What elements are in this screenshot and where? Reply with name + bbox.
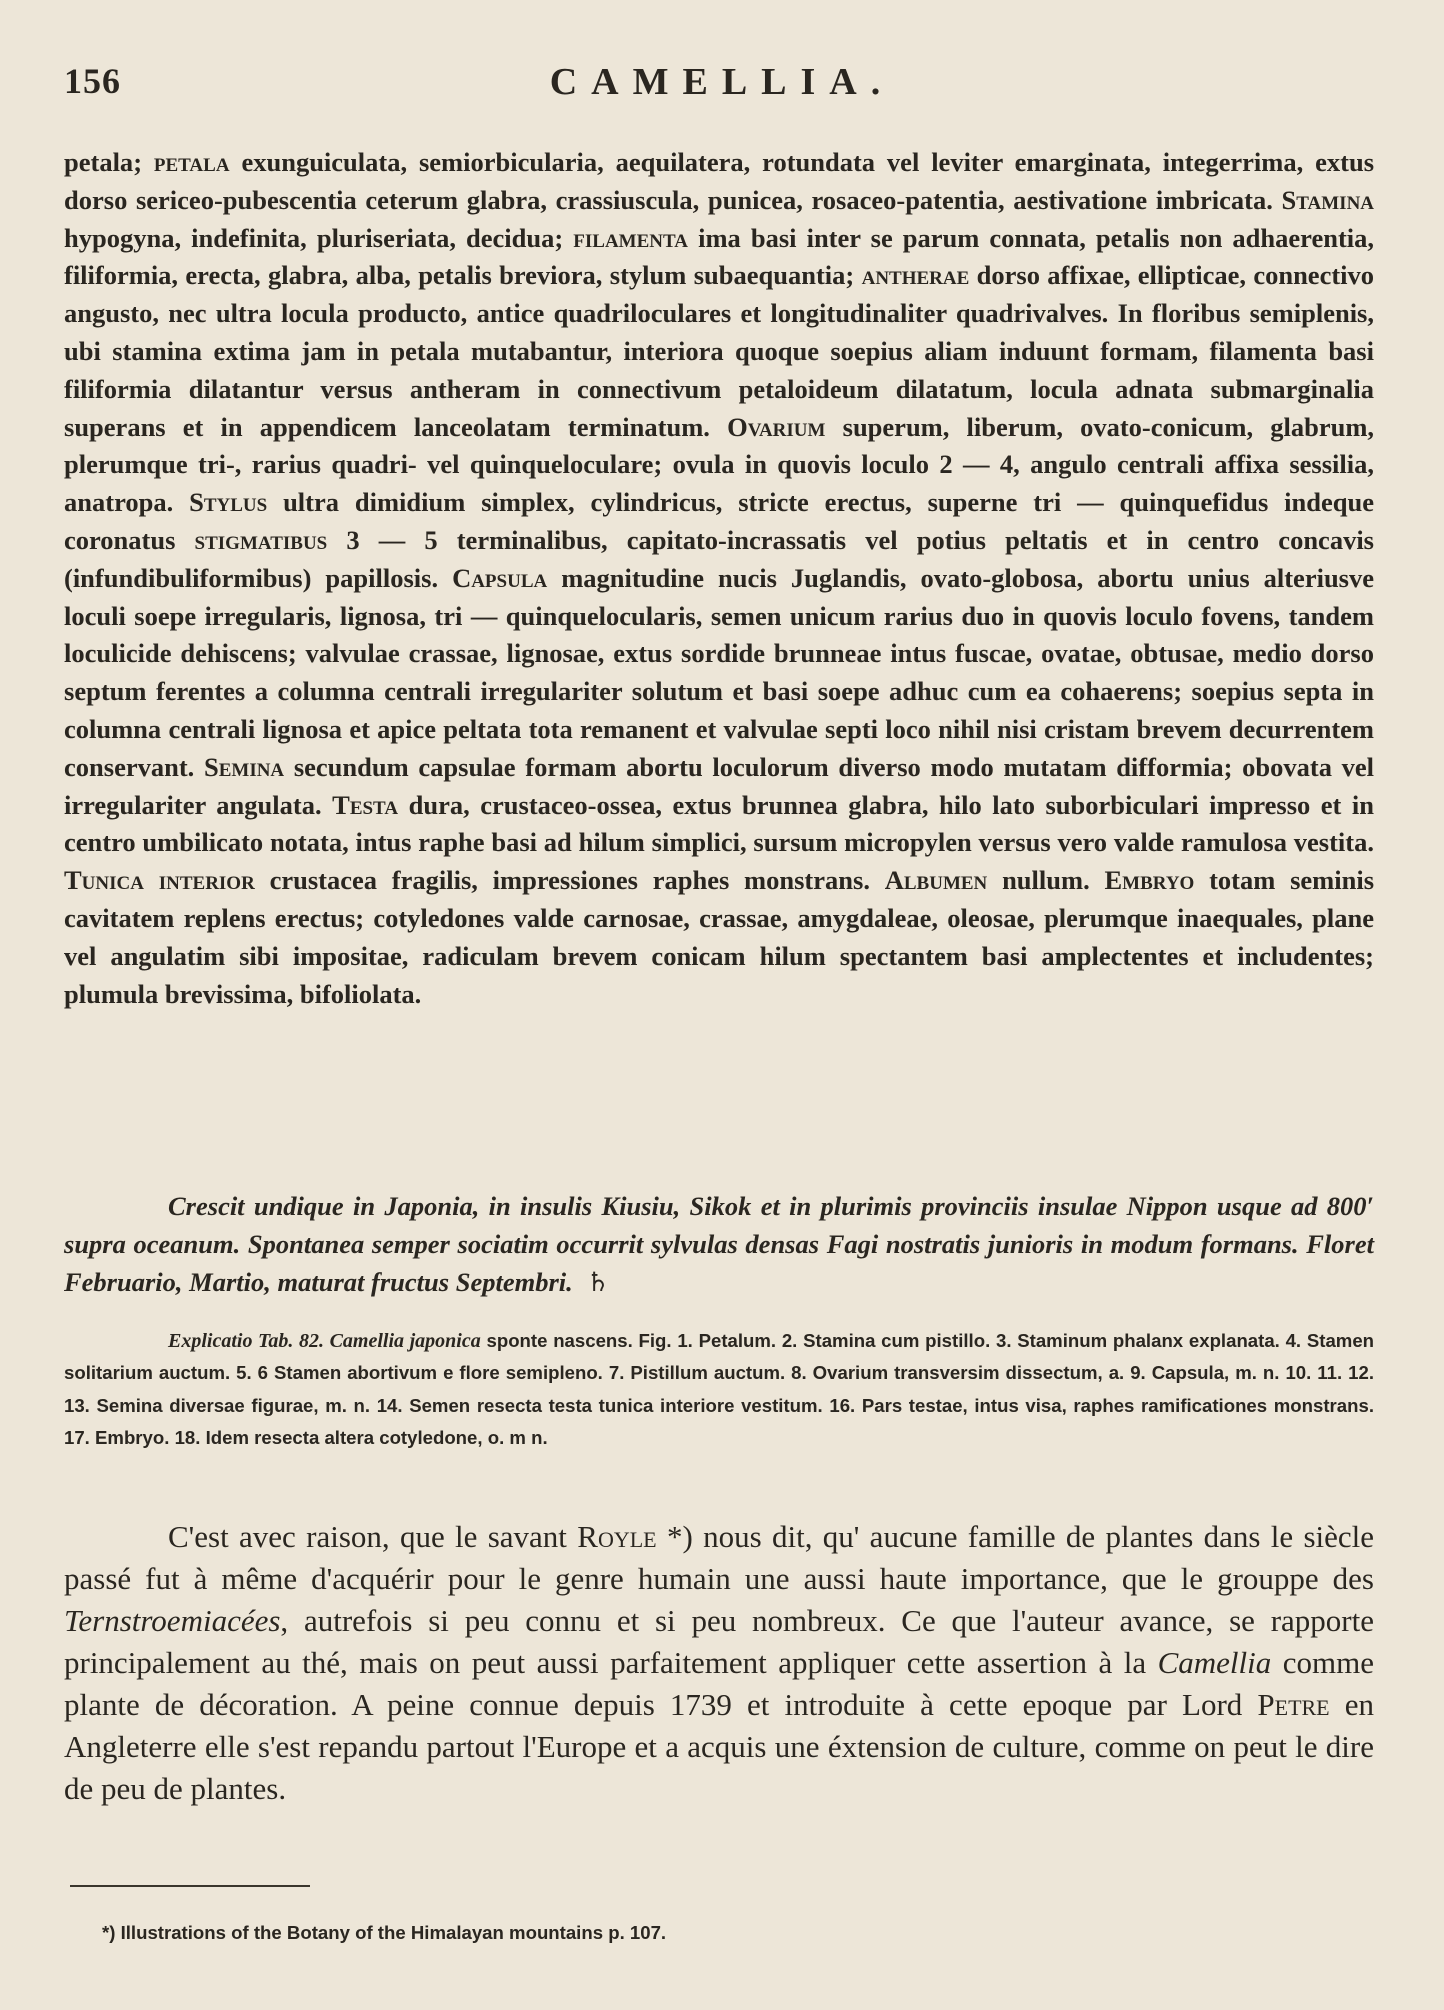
term-capsula: Capsula: [452, 562, 548, 593]
term-ternstroemiacees: Ternstroemiacées: [64, 1603, 281, 1638]
term-testa: Testa: [332, 789, 399, 820]
petala-word: petala: [64, 147, 134, 177]
footnote: *) Illustrations of the Botany of the Himalayan mountains p. 107.: [102, 1922, 667, 1943]
text-run: exunguiculata, semiorbicularia, aequilatera, rotundata vel leviter emarginata, integerrima, extus dorso sericeo-pubescentia ceterum glabra, crassiuscula, punicea, rosaceo-patentia, aestivatione imbricata.: [64, 147, 1375, 215]
text-run: magnitudine nucis Juglandis, ovato-globosa, abortu unius alteriusve loculi soepe irregularis, lignosa, tri — quinquelocularis, semen unicum rarius duo in quovis loculo fovens, tandem loculicide dehiscens; valvulae crassae, lignosae, extus sordide brunneae intus fuscae, ovatae, obtusae, medio dorso septum ferentes a columna centrali irregulariter solutum et basi soepe adhuc cum ea cohaerens; soepius septa in columna centrali lignosa et apice peltata tota remanent et valvulae septi loco nihil nisi cristam brevem decurrentem conservant.: [64, 562, 1375, 782]
explicatio-lead: Explicatio Tab. 82. Camellia japonica: [168, 1330, 481, 1352]
term-stigmatibus: stigmatibus: [194, 524, 328, 555]
term-filamenta: filamenta: [573, 222, 688, 253]
term-ovarium: Ovarium: [727, 411, 826, 442]
person-petre: Petre: [1257, 1687, 1330, 1722]
text-run: 3 — 5 terminalibus, capitato-incrassatis vel potius peltatis et in centro concavis (infundibuliformibus) papillosis.: [64, 524, 1374, 593]
text-run: crustacea fragilis, impressiones raphes monstrans.: [269, 865, 870, 896]
term-stylus: Stylus: [189, 487, 268, 518]
term-tunica-interior: Tunica interior: [64, 865, 255, 896]
habitat-paragraph: [64, 1188, 1374, 1301]
running-title: CAMELLIA.: [549, 61, 895, 103]
term-semina: Semina: [203, 751, 285, 782]
text-run: comme plante de décoration. A peine connue depuis 1739 et introduite à cette epoque par Lord: [64, 1645, 1375, 1722]
term-albumen: Albumen: [884, 865, 988, 896]
habitat-text: Crescit undique in Japonia, in insulis Kiusiu, Sikok et in plurimis provinciis insulae Nippon usque ad 800′ supra oceanum. Spontanea semper sociatim occurrit sylvulas densas Fagi nostratis junioris in modum formans. Floret Februario, Martio, maturat fructus Septembri.: [64, 1191, 1374, 1297]
text-run: C'est avec raison, que le savant: [168, 1519, 567, 1554]
page-header: [64, 60, 1380, 110]
term-antherae: antherae: [861, 260, 970, 291]
footnote-ref: *): [666, 1519, 693, 1554]
page-number: 156: [64, 61, 121, 101]
perennial-symbol: ♄: [586, 1266, 610, 1297]
footnote-rule: [70, 1885, 310, 1887]
term-camellia: Camellia: [1157, 1645, 1272, 1680]
plate-explanation: [64, 1325, 1374, 1454]
text-run: superum, liberum, ovato-conicum, glabrum, plerumque tri-, rarius quadri- vel quinqueloculare; ovula in quovis loculo 2 — 4, angulo centrali affixa sessilia, anatropa.: [64, 411, 1375, 518]
term-embryo: Embryo: [1104, 865, 1195, 896]
author-royle: Royle: [577, 1519, 657, 1554]
text-run: ima basi inter se parum connata, petalis non adhaerentia, filiformia, erecta, glabra, alba, petalis breviora, stylum subaequantia;: [64, 222, 1375, 291]
text-run: totam seminis cavitatem replens erectus; cotyledones valde carnosae, crassae, amygdaleae, oleosae, plerumque inaequales, plane vel angulatim sibi impositae, radiculam brevem conicam hilum spectantem basi amplectentes et includentes; plumula brevissima, bifoliolata.: [64, 865, 1375, 1009]
genus-description: petala; petala exunguiculata, semiorbicularia, aequilatera, rotundata vel leviter emarginata, integerrima, extus dorso sericeo-pubescentia ceterum glabra, crassiuscula, punicea, rosaceo-patentia, aestivatione imbricata. Stamina hypogyna, indefinita, pluriseriata, decidua; filamenta ima basi inter se parum connata, petalis non adhaerentia, filiformia, erecta, glabra, alba, petalis breviora, stylum subaequantia; antherae dorso affixae, ellipticae, connectivo angusto, nec ultra locula producto, antice quadriloculares et longitudinaliter quadrivalves. In floribus semiplenis, ubi stamina extima jam in petala mutabantur, interiora quoque soepius aliam induunt formam, filamenta basi filiformia dilatantur versus antheram in connectivum petaloideum dilatatum, locula adnata submarginalia superans et in appendicem lanceolatam terminatum. Ovarium superum, liberum, ovato-conicum, glabrum, plerumque tri-, rarius quadri- vel quinqueloculare; ovula in quovis loculo 2 — 4, angulo centrali affixa sessilia, anatropa. Stylus ultra dimidium simplex, cylindricus, stricte erectus, superne tri — quinquefidus indeque coronatus stigmatibus 3 — 5 terminalibus, capitato-incrassatis vel potius peltatis et in centro concavis (infundibuliformibus) papillosis. Capsula magnitudine nucis Juglandis, ovato-globosa, abortu unius alteriusve loculi soepe irregularis, lignosa, tri — quinquelocularis, semen unicum rarius duo in quovis loculo fovens, tandem loculicide dehiscens; valvulae crassae, lignosae, extus sordide brunneae intus fuscae, ovatae, obtusae, medio dorso septum ferentes a columna centrali irregulariter solutum et basi soepe adhuc cum ea cohaerens; soepius septa in columna centrali lignosa et apice peltata tota remanent et valvulae septi loco nihil nisi cristam brevem decurrentem conservant. Semina secundum capsulae formam abortu loculorum diverso modo mutatam difformia; obovata vel irregulariter angulata. Testa dura, crustaceo-ossea, extus brunnea glabra, hilo lato suborbiculari impresso et in centro umbilicato notata, intus raphe basi ad hilum simplici, sursum micropylen versus vero valde ramulosa vestita. Tunica interior crustacea fragilis, impressiones raphes monstrans. Albumen nullum. Embryo totam seminis cavitatem replens erectus; cotyledones valde carnosae, crassae, amygdaleae, oleosae, plerumque inaequales, plane vel angulatim sibi impositae, radiculam brevem conicam hilum spectantem basi amplectentes et includentes; plumula brevissima, bifoliolata.: [64, 147, 1375, 1009]
text-run: , autrefois si peu connu et si peu nombreux. Ce que l'auteur avance, se rapporte principalement au thé, mais on peut aussi parfaitement appliquer cette assertion à la: [64, 1603, 1374, 1680]
text-run: en Angleterre elle s'est repandu partout l'Europe et a acquis une éxtension de culture, comme on peut le dire de peu de plantes.: [64, 1687, 1375, 1806]
term-stamina: Stamina: [1281, 184, 1375, 215]
explicatio-text: sponte nascens. Fig. 1. Petalum. 2. Stamina cum pistillo. 3. Staminum phalanx explanata. 4. Stamen solitarium auctum. 5. 6 Stamen abortivum e flore semipleno. 7. Pistillum auctum. 8. Ovarium transversim dissectum, a. 9. Capsula, m. n. 10. 11. 12. 13. Semina diversae figurae, m. n. 14. Semen resecta testa tunica interiore vestitum. 16. Pars testae, intus visa, raphes ramificationes monstrans. 17. Embryo. 18. Idem resecta altera cotyledone, o. m n.: [64, 1330, 1375, 1448]
text-run: ultra dimidium simplex, cylindricus, stricte erectus, superne tri — quinquefidus indeque coronatus: [64, 487, 1374, 555]
french-paragraph: [64, 1516, 1374, 1810]
text-run: hypogyna, indefinita, pluriseriata, decidua;: [64, 222, 564, 253]
text-run: nous dit, qu' aucune famille de plantes dans le siècle passé fut à même d'acquérir pour le genre humain une aussi haute importance, que le grouppe des: [64, 1519, 1375, 1596]
text-run: dura, crustaceo-ossea, extus brunnea glabra, hilo lato suborbiculari impresso et in centro umbilicato notata, intus raphe basi ad hilum simplici, sursum micropylen versus vero valde ramulosa vestita.: [64, 789, 1375, 858]
term-petala: petala: [153, 147, 230, 177]
text-run: nullum.: [1002, 865, 1090, 896]
text-run: secundum capsulae formam abortu loculorum diverso modo mutatam difformia; obovata vel irregulariter angulata.: [64, 751, 1375, 820]
text-run: dorso affixae, ellipticae, connectivo angusto, nec ultra locula producto, antice quadriloculares et longitudinaliter quadrivalves. In floribus semiplenis, ubi stamina extima jam in petala mutabantur, interiora quoque soepius aliam induunt formam, filamenta basi filiformia dilatantur versus antheram in connectivum petaloideum dilatatum, locula adnata submarginalia superans et in appendicem lanceolatam terminatum.: [64, 260, 1375, 442]
